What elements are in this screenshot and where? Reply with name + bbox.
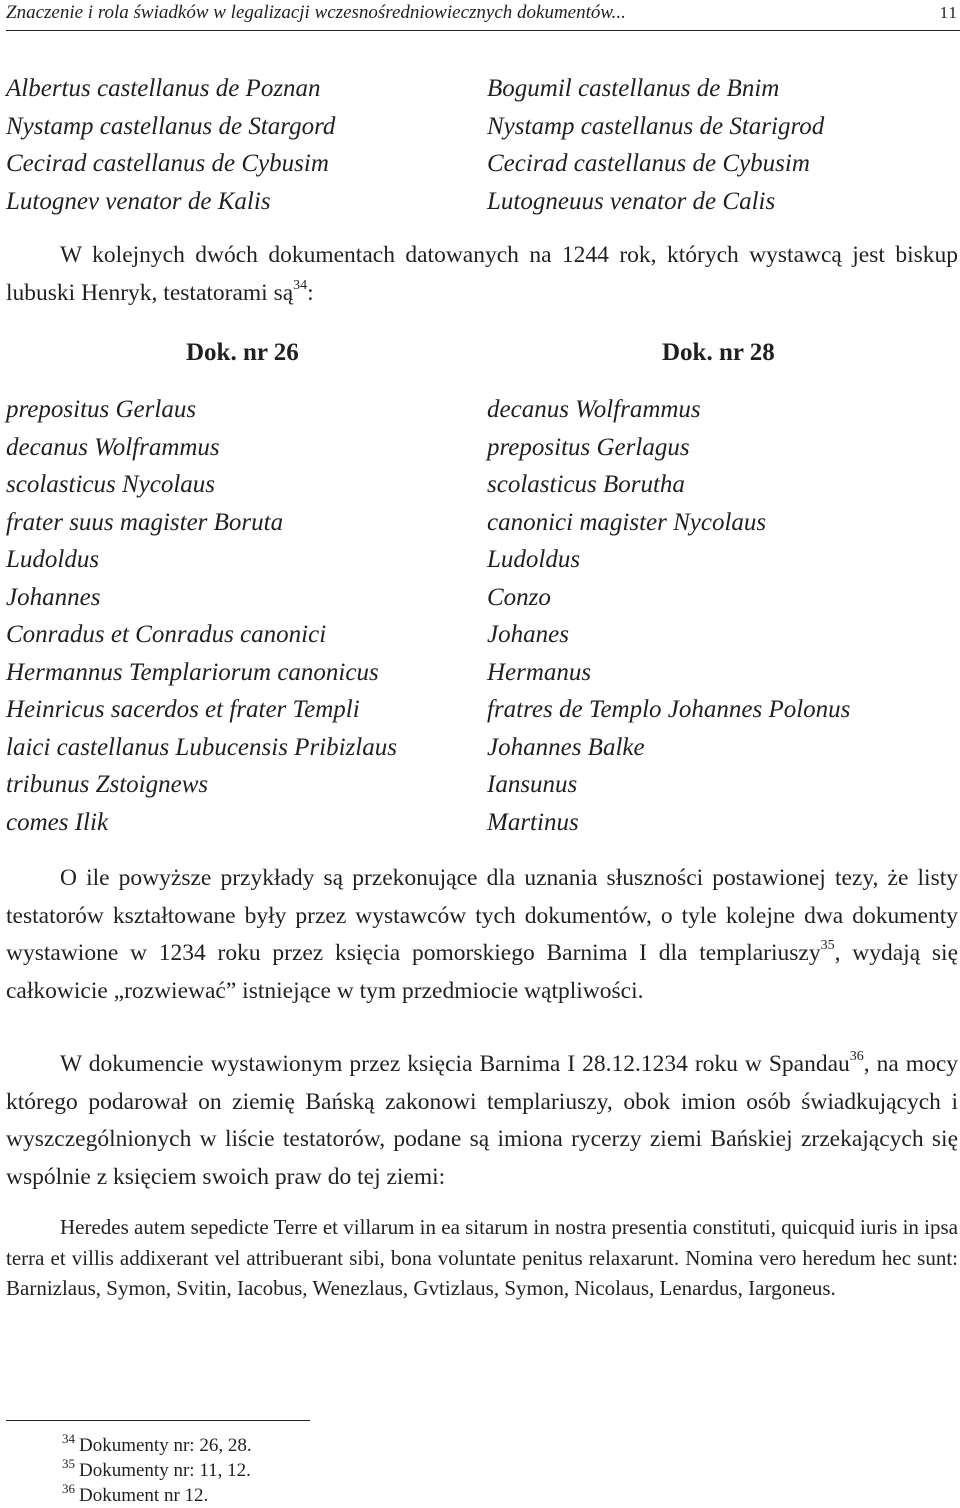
footnote-number: 35 [62,1455,75,1471]
list-item: comes Ilik [6,808,109,836]
paragraph-argument [6,860,958,1010]
footnote-ref: 36 [849,1049,864,1065]
list-item: laici castellanus Lubucensis Pribizlaus [6,733,397,761]
list-item: Hermannus Templariorum canonicus [6,658,379,686]
paragraph-text: , wydają się całkowicie „rozwiewać” istniejące w tym przedmiocie wątpliwości. [6,940,958,1004]
list-item: Johannes Balke [487,733,645,761]
quotation-text: Heredes autem sepedicte Terre et villarum in ea sitarum in nostra presentia constituti, quicquid iuris in ipsa terra et villis addixerant vel attribuerant sibi, bona voluntate penitus relaxarunt. Nomina vero heredum hec sunt: Barnizlaus, Symon, Svitin, Iacobus, Wenezlaus, Gvtizlaus, Symon, Nicolaus, Lenardus, Iargoneus. [6,1215,958,1300]
witness-line: Cecirad castellanus de Cybusim [487,150,810,177]
list-item: Hermanus [487,658,592,686]
paragraph-spandau [6,1046,958,1196]
doc-26-heading: Dok. nr 26 [186,339,299,366]
list-item: frater suus magister Boruta [6,508,284,536]
paragraph-tail: : [307,279,314,306]
running-header [6,0,960,31]
witness-line: Lutognev venator de Kalis [6,187,271,215]
witness-line: Bogumil castellanus de Bnim [487,75,780,102]
list-item: Ludoldus [487,546,581,573]
footnotes [62,1430,252,1508]
footnote [62,1430,252,1458]
list-item: scolasticus Borutha [487,471,685,498]
witness-list-left [6,70,335,220]
list-item: prepositus Gerlagus [487,433,690,461]
page-number: 11 [939,3,958,22]
witness-line: Lutogneuus venator de Calis [487,187,776,215]
running-title: Znaczenie i rola świadków w legalizacji wczesnośredniowiecznych dokumentów... [6,2,626,23]
footnote-ref: 34 [293,277,308,293]
list-item: scolasticus Nycolaus [6,471,216,498]
list-item: Iansunus [487,771,578,798]
footnote-text: Dokument nr 12. [79,1485,209,1506]
list-item: canonici magister Nycolaus [487,508,767,536]
list-item: Conzo [487,583,551,611]
paragraph-intro [6,237,958,312]
witness-list-right [487,70,824,220]
footnote-text: Dokumenty nr: 26, 28. [79,1435,252,1456]
witness-line: Cecirad castellanus de Cybusim [6,150,329,177]
paragraph-text: W dokumencie wystawionym przez księcia Barnima I 28.12.1234 roku w Spandau [60,1051,850,1077]
list-item: tribunus Zstoignews [6,771,209,798]
list-item: Heinricus sacerdos et frater Templi [6,696,360,723]
list-item: Conradus et Conradus canonici [6,621,327,648]
footnote-divider [6,1420,310,1421]
list-item: Johanes [487,621,569,648]
doc-26-witness-list [6,391,397,841]
footnote [62,1455,252,1483]
doc-28-witness-list [487,391,850,841]
witness-line: Nystamp castellanus de Stargord [6,112,336,140]
footnote-number: 36 [62,1480,75,1496]
paragraph-text: W kolejnych dwóch dokumentach datowanych na 1244 rok, których wystawcą jest biskup lubuski Henryk, testatorami są [6,242,958,306]
list-item: decanus Wolframmus [6,433,220,461]
paragraph-text: O ile powyższe przykłady są przekonujące dla uznania słuszności postawionej tezy, że listy testatorów kształtowane były przez wystawców tych dokumentów, o tyle kolejne dwa dokumenty wystawione w 1234 roku przez księcia pomorskiego Barnima I dla templariuszy [6,865,958,966]
paragraph-text: , na mocy którego podarował on ziemię Bańską zakonowi templariuszy, obok imion osób świadkujących i wyszczególnionych w liście testatorów, podane są imiona rycerzy ziemi Bańskiej zrzekających się wspólnie z księciem swoich praw do tej ziemi: [6,1051,959,1190]
witness-line: Albertus castellanus de Poznan [6,75,321,102]
witness-line: Nystamp castellanus de Starigrod [487,112,825,140]
list-item: decanus Wolframmus [487,396,701,423]
list-item: Ludoldus [6,546,100,573]
footnote-ref: 35 [820,938,835,954]
list-item: Johannes [6,583,101,611]
list-item: fratres de Templo Johannes Polonus [487,696,851,723]
list-item: prepositus Gerlaus [6,396,197,423]
latin-quotation [6,1212,958,1304]
footnote-text: Dokumenty nr: 11, 12. [79,1460,251,1481]
footnote-number: 34 [62,1430,75,1446]
list-item: Martinus [487,808,579,836]
doc-28-heading: Dok. nr 28 [662,339,775,366]
